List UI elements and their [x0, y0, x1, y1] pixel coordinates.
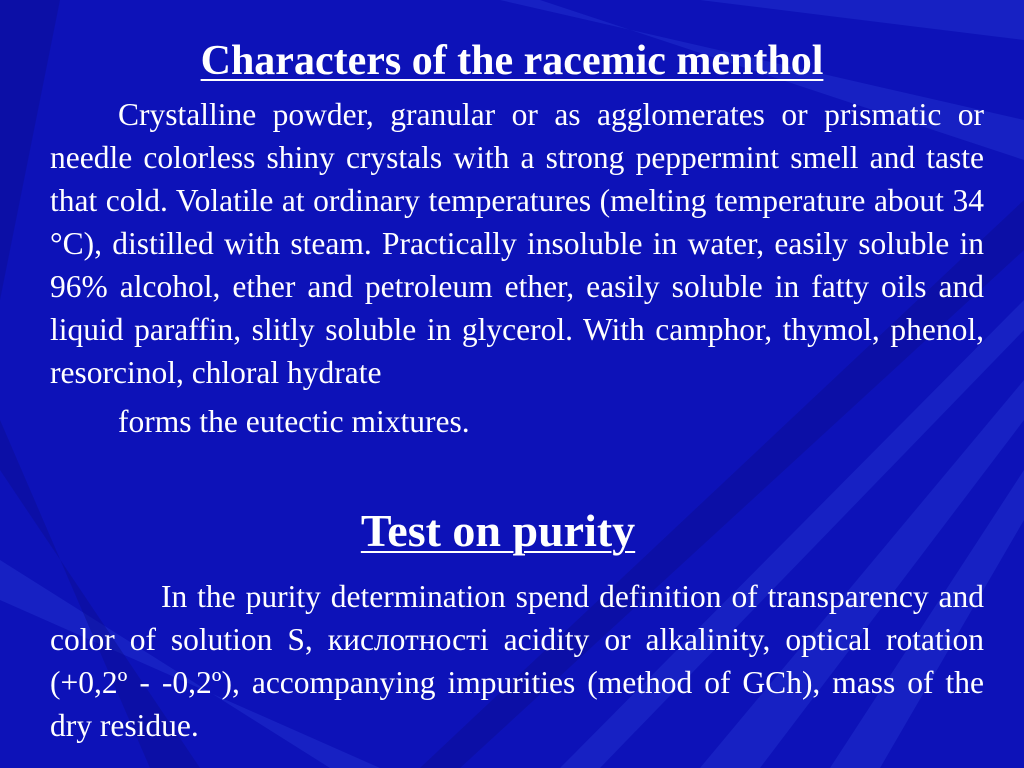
purity-heading: Test on purity — [360, 505, 636, 556]
slide-title: Characters of the racemic menthol — [200, 38, 824, 84]
description-paragraph — [50, 93, 984, 443]
description-end-text: forms the eutectic mixtures. — [118, 404, 470, 439]
description-text: Crystalline powder, granular or as agglomerates or prismatic or needle colorless shiny crystals with a strong peppermint smell and taste that cold. Volatile at ordinary temperatures (melting temperature about 34 °C), distilled with steam. Practically insoluble in water, easily soluble in 96% alcohol, ether and petroleum ether, easily soluble in fatty oils and liquid paraffin, slitly soluble in glycerol. With camphor, thymol, phenol, resorcinol, chloral hydrate — [50, 97, 984, 390]
purity-paragraph: In the purity determination spend definition of transparency and color of solution S, кислотності acidity or alkalinity, optical rotation (+0,2º - -0,2º), accompanying impurities (method of GCh), mass of the dry residue. — [50, 579, 984, 743]
